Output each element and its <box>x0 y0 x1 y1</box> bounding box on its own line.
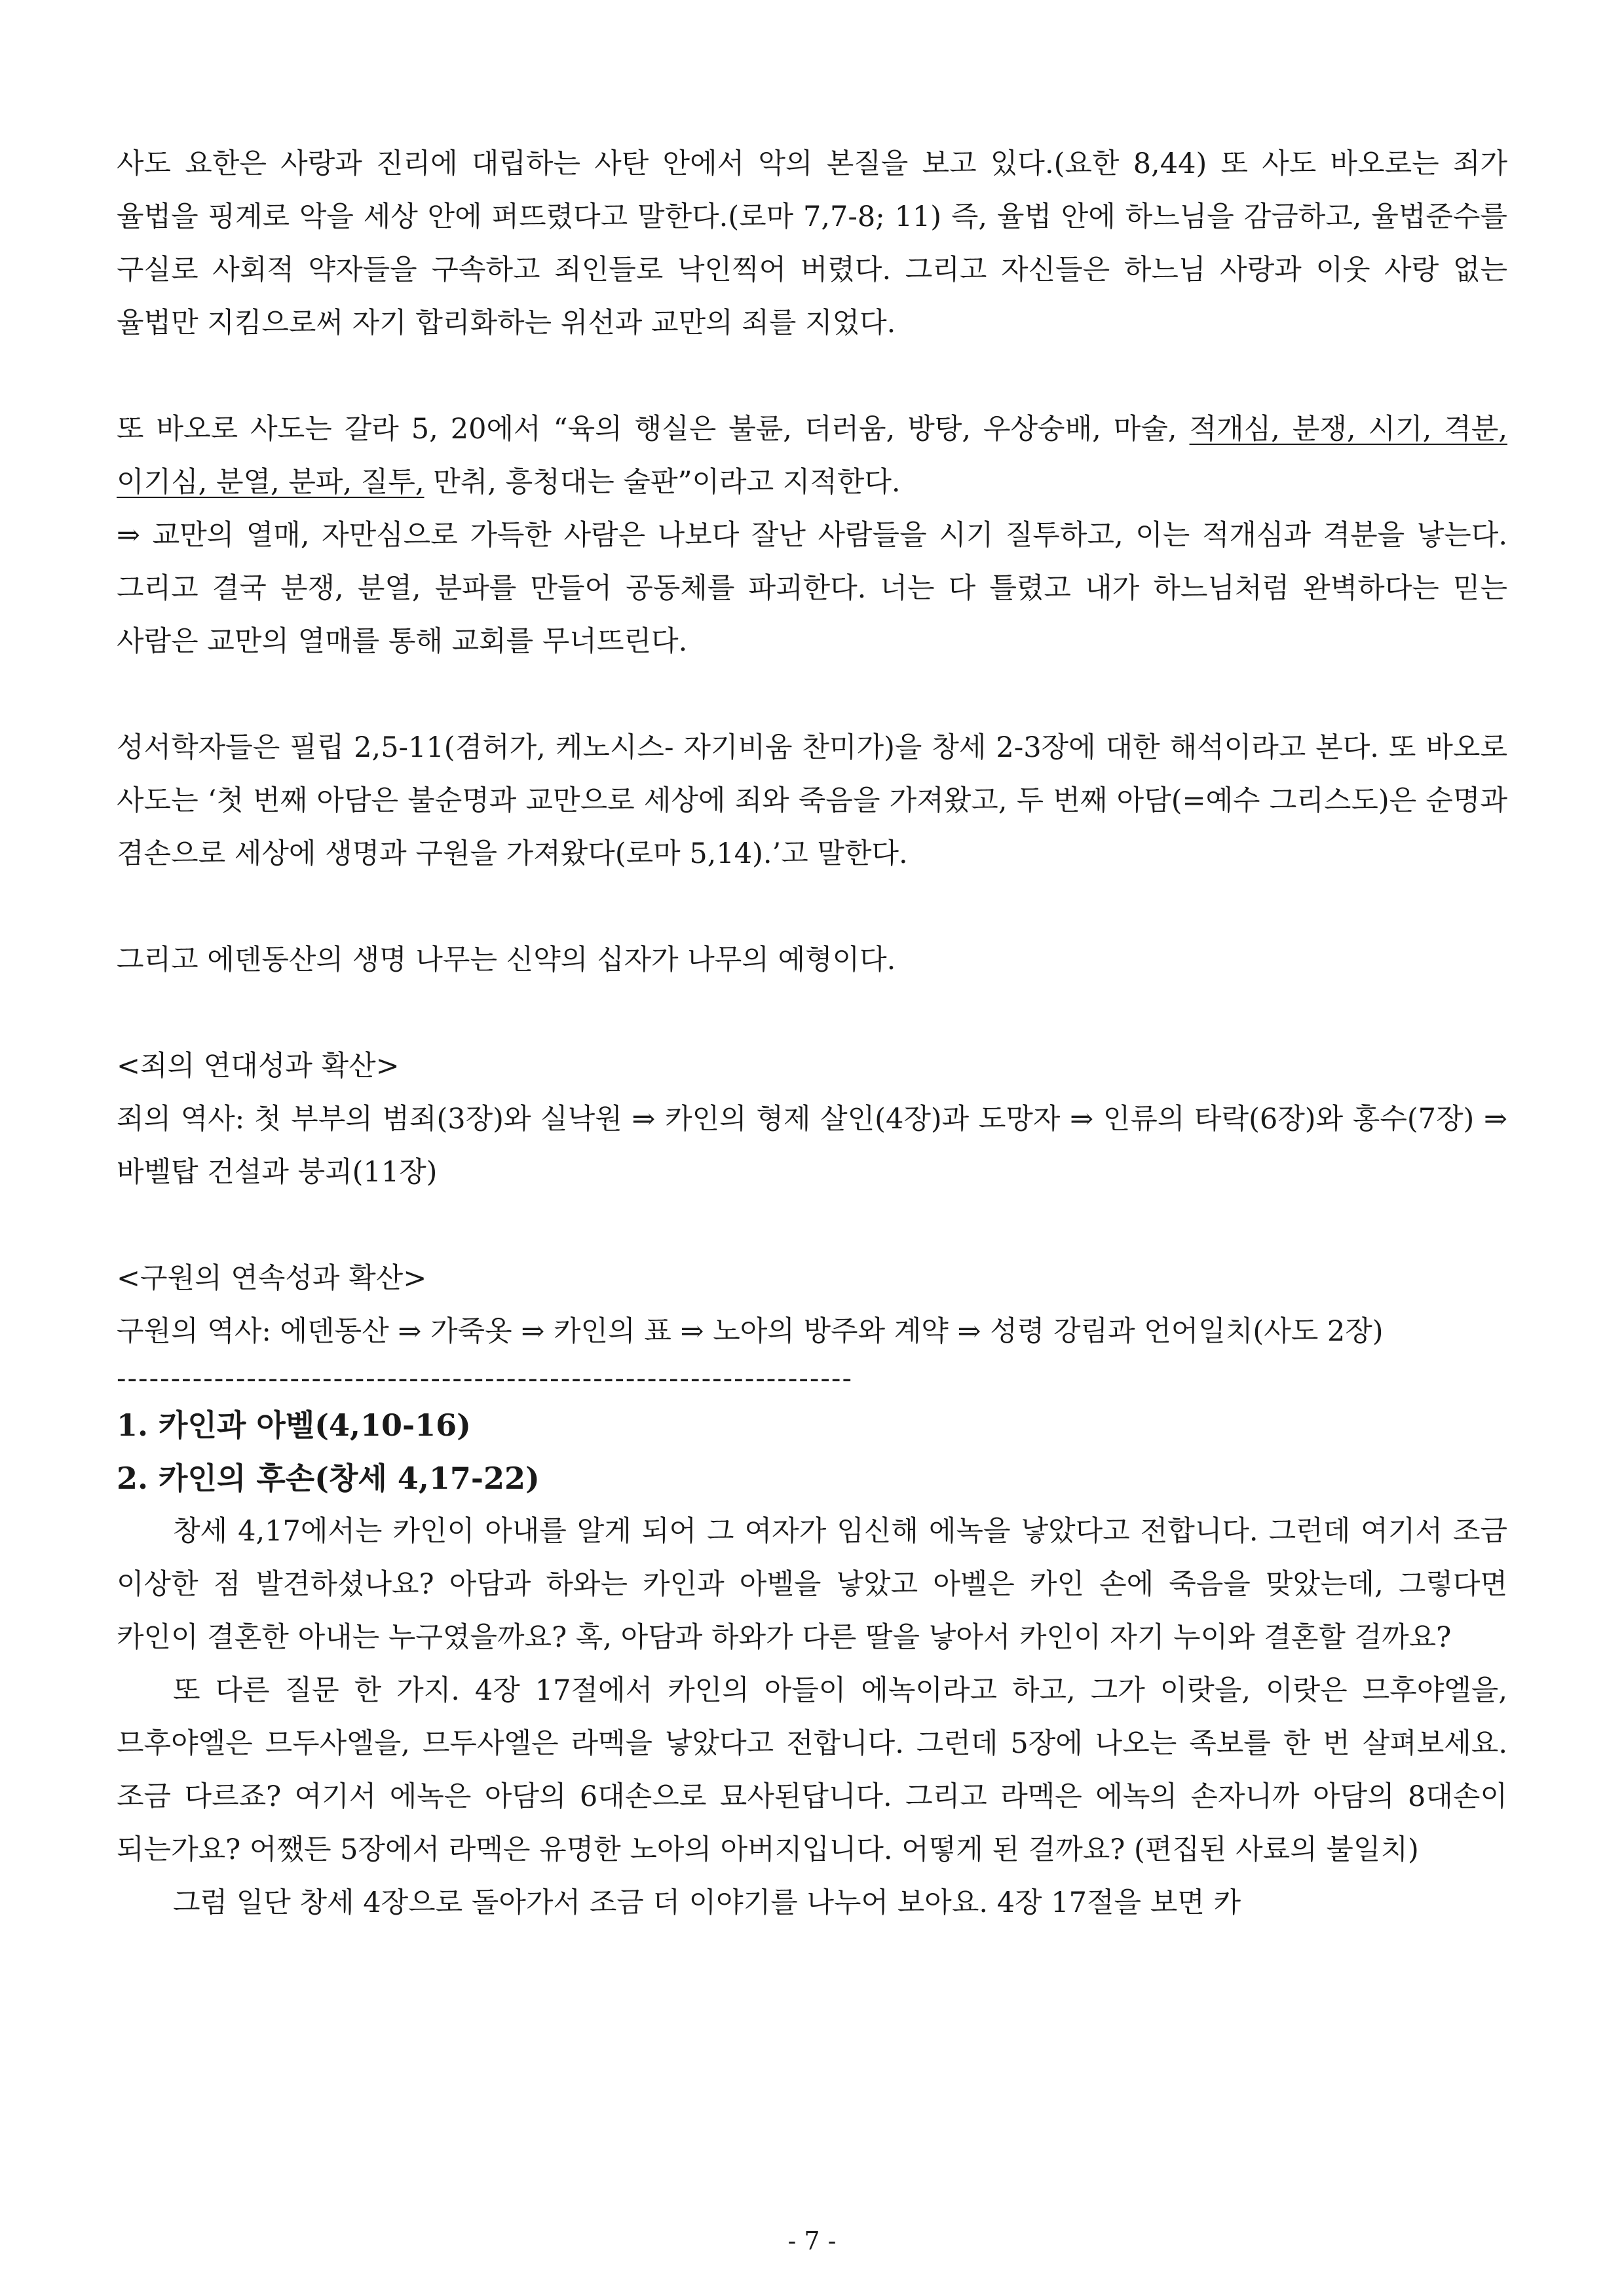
paragraph-tree-of-life: 그리고 에덴동산의 생명 나무는 신약의 십자가 나무의 예형이다. <box>117 944 896 976</box>
paragraph-history-of-sin: 죄의 역사: 첫 부부의 범죄(3장)와 실낙원 ⇒ 카인의 형제 살인(4장)과 도망자 ⇒ 인류의 타락(6장)와 홍수(7장) ⇒ 바벨탑 건설과 붕괴(11장) <box>117 1103 1507 1189</box>
paragraph-evil-essence: 사도 요한은 사랑과 진리에 대립하는 사탄 안에서 악의 본질을 보고 있다.(요한 8,44) 또 사도 바오로는 죄가 율법을 핑계로 악을 세상 안에 퍼뜨렸다고 말한다.(로마 7,7-8; 11) 즉, 율법 안에 하느님을 감금하고, 율법준수를 구실로 사회적 약자들을 구속하고 죄인들로 낙인찍어 버렸다. 그리고 자신들은 하느님 사랑과 이웃 사랑 없는 율법만 지킴으로써 자기 합리화하는 위선과 교만의 죄를 지었다. <box>117 147 1507 339</box>
paragraph-gap <box>117 987 1507 1040</box>
paragraph-gap <box>117 881 1507 934</box>
heading-descendants-of-cain: 2. 카인의 후손(창세 4,17-22) <box>117 1461 540 1496</box>
text-run: 또 바오로 사도는 갈라 5, 20에서 “육의 행실은 불륜, 더러움, 방탕, 우상숭배, 마술, <box>117 413 1190 446</box>
text-run: 만취, 흥청대는 술판”이라고 지적한다. <box>424 466 901 499</box>
paragraph-history-of-salvation: 구원의 역사: 에덴동산 ⇒ 가죽옷 ⇒ 카인의 표 ⇒ 노아의 방주와 계약 ⇒ 성령 강림과 언어일치(사도 2장) <box>117 1315 1384 1348</box>
page-number: - 7 - <box>787 2227 837 2255</box>
underlined-vices: 적개심, 분쟁, 시기, 격분, 이기심, 분열, 분파, 질투, <box>117 413 1507 499</box>
section-title-sin: <죄의 연대성과 확산> <box>117 1050 400 1082</box>
heading-cain-and-abel: 1. 카인과 아벨(4,10-16) <box>117 1407 471 1443</box>
paragraph-gap <box>117 668 1507 721</box>
paragraph-gap <box>117 1199 1507 1252</box>
paragraph-continue: 그럼 일단 창세 4장으로 돌아가서 조금 더 이야기를 나누어 보아요. 4장 17절을 보면 카 <box>173 1886 1241 1919</box>
paragraph-genealogy: 또 다른 질문 한 가지. 4장 17절에서 카인의 아들이 에녹이라고 하고, 그가 이랏을, 이랏은 므후야엘을, 므후야엘은 므두사엘을, 므두사엘은 라멕을 낳았다고 전합니다. 그런데 5장에 나오는 족보를 한 번 살펴보세요. 조금 다르죠? 여기서 에녹은 아담의 6대손으로 묘사된답니다. 그리고 라멕은 에녹의 손자니까 아담의 8대손이 되는가요? 어쨌든 5장에서 라멕은 유명한 노아의 아버지입니다. 어떻게 된 걸까요? (편집된 사료의 불일치) <box>117 1674 1507 1866</box>
section-title-salvation: <구원의 연속성과 확산> <box>117 1262 427 1295</box>
paragraph-gap <box>117 350 1507 403</box>
paragraph-cain-wife: 창세 4,17에서는 카인이 아내를 알게 되어 그 여자가 임신해 에녹을 낳았다고 전합니다. 그런데 여기서 조금 이상한 점 발견하셨나요? 아담과 하와는 카인과 아벨을 낳았고 아벨은 카인 손에 죽음을 맞았는데, 그렇다면 카인이 결혼한 아내는 누구였을까요? 혹, 아담과 하와가 다른 딸을 낳아서 카인이 자기 누이와 결혼할 걸까요? <box>117 1515 1507 1654</box>
document-page <box>117 138 1507 1930</box>
paragraph-fruit-of-pride: ⇒ 교만의 열매, 자만심으로 가득한 사람은 나보다 잘난 사람들을 시기 질투하고, 이는 적개심과 격분을 낳는다. 그리고 결국 분쟁, 분열, 분파를 만들어 공동체를 파괴한다. 너는 다 틀렸고 내가 하느님처럼 완벽하다는 믿는 사람은 교만의 열매를 통해 교회를 무너뜨린다. <box>117 519 1507 658</box>
paragraph-works-of-flesh <box>117 403 1507 509</box>
dashed-divider: -------------------------------------------------------------------- <box>117 1362 853 1395</box>
paragraph-kenosis: 성서학자들은 필립 2,5-11(겸허가, 케노시스- 자기비움 찬미가)을 창세 2-3장에 대한 해석이라고 본다. 또 바오로 사도는 ‘첫 번째 아담은 불순명과 교만으로 세상에 죄와 죽음을 가져왔고, 두 번째 아담(=예수 그리스도)은 순명과 겸손으로 세상에 생명과 구원을 가져왔다(로마 5,14).’고 말한다. <box>117 731 1507 870</box>
